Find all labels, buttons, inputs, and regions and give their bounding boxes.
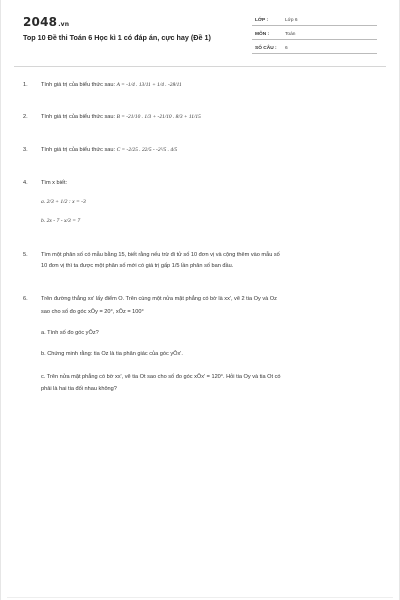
meta-value: Toán <box>285 32 296 37</box>
meta-row-subject <box>252 30 377 40</box>
question-text: Tính giá trị của biểu thức sau: <box>41 147 116 153</box>
question-number: 3. <box>23 147 28 153</box>
document-title: Top 10 Đề thi Toán 6 Học kì 1 có đáp án, cực hay (Đề 1) <box>23 33 211 42</box>
meta-key: LỚP : <box>255 18 269 23</box>
math-expression: A = -1/4 . 13/11 + 1/4 . -28/11 <box>116 82 182 88</box>
question-5-line-2: 10 đơn vị thì ta được một phân số mới có giá trị gấp 1/5 lần phân số ban đầu. <box>41 263 234 269</box>
question-6-part-c-line-2: phải là hai tia đối nhau không? <box>41 386 117 392</box>
question-number: 4. <box>23 180 28 186</box>
question-4-part-a: a. 2/3 + 1/2 : x = -3 <box>41 199 86 205</box>
question-number: 6. <box>23 296 28 302</box>
math-expression: B = -21/10 . 1/3 + -21/10 . 8/3 + 11/15 <box>116 114 201 120</box>
meta-key: SỐ CÂU : <box>255 46 277 51</box>
site-logo[interactable] <box>23 15 69 29</box>
question-number: 1. <box>23 82 28 88</box>
meta-row-class <box>252 16 377 26</box>
question-6-part-a: a. Tính số đo góc yÔz? <box>41 330 99 336</box>
question-6-part-b: b. Chứng minh rằng: tia Oz là tia phân giác của góc yÔx'. <box>41 351 183 357</box>
question-1 <box>41 81 381 91</box>
question-3 <box>41 146 381 156</box>
meta-value: 6 <box>285 46 288 51</box>
page-bottom-border <box>7 597 393 598</box>
question-number: 2. <box>23 114 28 120</box>
math-expression: C = -2/25 . 22/5 - -2²/5 . 4/5 <box>116 147 178 153</box>
header-divider <box>14 66 386 67</box>
question-text: Tính giá trị của biểu thức sau: <box>41 82 116 88</box>
logo-tld: .vn <box>58 21 70 28</box>
question-6-part-c-line-1: c. Trên nửa mặt phẳng có bờ xx', vẽ tia Ot sao cho số đo góc xÔx' = 120°. Hỏi tia Oy và tia Ot có <box>41 374 281 380</box>
question-number: 5. <box>23 252 28 258</box>
question-text: Tính giá trị của biểu thức sau: <box>41 114 116 120</box>
meta-value: Lớp 6 <box>285 18 298 23</box>
meta-key: MÔN : <box>255 32 270 37</box>
meta-row-count <box>252 44 377 54</box>
question-6-line-1: Trên đường thẳng xx' lấy điểm O. Trên cùng một nửa mặt phẳng có bờ là xx', vẽ 2 tia Oy và Oz <box>41 296 277 302</box>
question-6-line-2: sao cho số đo góc xÔy = 20°, xÔz = 100° <box>41 309 144 315</box>
question-5-line-1: Tìm một phân số có mẫu bằng 15, biết rằng nếu trừ đi tử số 10 đơn vị và cộng thêm vào mẫu số <box>41 252 280 258</box>
header <box>1 0 400 66</box>
question-2 <box>41 113 381 123</box>
question-4-part-b: b. 2x - 7 - x/3 = 7 <box>41 218 81 224</box>
question-text: Tìm x biết: <box>41 180 68 186</box>
logo-text: 2048 <box>23 15 58 29</box>
